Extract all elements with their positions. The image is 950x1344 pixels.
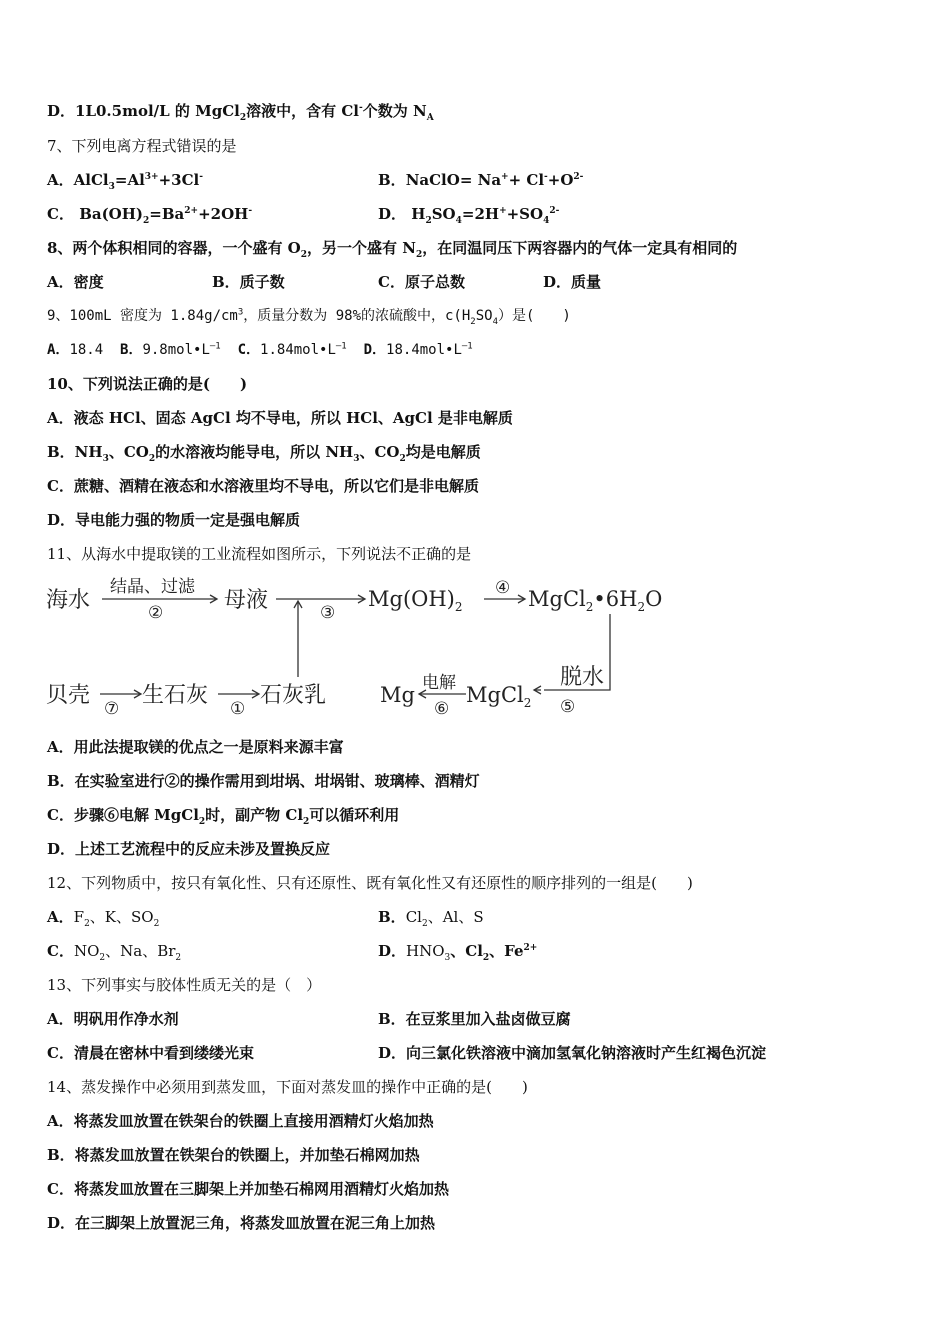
flow-electrolysis: 电解 [422,673,456,693]
flow-step6: ⑥ [434,699,450,719]
q7-option-c: C． $Ba(OH)_2=Ba^{2+}+2OH^-$ [47,205,253,226]
flow-step7: ⑦ [104,699,120,719]
flow-dehydrate: 脱水 [560,665,605,690]
q7-option-b: B．NaClO= $Na^++ Cl^-+O^{2-}$ [378,171,584,189]
q14-stem: 14、蒸发操作中必须用到蒸发皿，下面对蒸发皿的操作中正确的是( ) [47,1078,528,1096]
q7-stem: 7、下列电离方程式错误的是 [47,137,237,155]
flow-step4: ④ [495,578,511,598]
q8-option-b: B．质子数 [212,273,285,291]
q8-option-c: C．原子总数 [378,273,465,291]
q14-option-d: D．在三脚架上放置泥三角，将蒸发皿放置在泥三角上加热 [47,1214,436,1232]
magnesium-flow-diagram [44,572,684,722]
flow-step1: ① [230,699,246,719]
flow-step2: ② [148,603,164,623]
q11-option-b: B．在实验室进行②的操作需用到坩埚、坩埚钳、玻璃棒、酒精灯 [47,772,480,790]
q12-option-a: A．$F_2$、K、$SO_2$ [47,908,160,929]
q10-option-d: D．导电能力强的物质一定是强电解质 [47,511,301,529]
q10-stem: 10、下列说法正确的是( ) [47,375,248,393]
q13-stem: 13、下列事实与胶体性质无关的是（ ） [47,976,322,994]
q12-option-c: C．$NO_2$、Na、$Br_2$ [47,942,182,963]
flow-shell: 贝壳 [46,683,91,708]
q12-option-d: D．$HNO_3$、$Cl_2$、$Fe^{2+}$ [378,942,538,963]
flow-step2-label: 结晶、过滤 [110,577,195,597]
flow-step3: ③ [320,603,336,623]
q12-stem: 12、下列物质中，按只有氧化性、只有还原性、既有氧化性又有还原性的顺序排列的一组是( ) [47,874,693,892]
flow-mother-liquor: 母液 [224,588,269,613]
q10-option-a: A．液态 HCl、固态 AgCl 均不导电，所以 HCl、AgCl 是非电解质 [47,409,513,427]
q13-option-b: B．在豆浆里加入盐卤做豆腐 [378,1010,571,1028]
flow-limemilk: 石灰乳 [260,683,327,708]
flow-mgcl2: MgCl$_2$ [466,683,532,710]
q14-option-a: A．将蒸发皿放置在铁架台的铁圈上直接用酒精灯火焰加热 [47,1112,434,1130]
q9-stem: 9、100mL 密度为 $1.84g/cm^3$，质量分数为 98%的浓硫酸中，$c(H_2SO_4)$是( ) [47,307,571,327]
q13-option-d: D．向三氯化铁溶液中滴加氢氧化钠溶液时产生红褐色沉淀 [378,1044,767,1062]
q10-option-b: B．$NH_3$、$CO_2$的水溶液均能导电，所以 $NH_3$、$CO_2$均是电解质 [47,443,481,464]
q8-option-a: A．密度 [47,273,104,291]
flow-mgcl2-hydrate: $MgCl_2•6H_2O$ [528,587,663,614]
flow-quicklime: 生石灰 [142,683,209,708]
q10-option-c: C．蔗糖、酒精在液态和水溶液里均不导电，所以它们是非电解质 [47,477,479,495]
q11-option-d: D．上述工艺流程中的反应未涉及置换反应 [47,840,331,858]
flow-mg: Mg [380,683,415,707]
flow-mgoh2: $Mg(OH)_2$ [368,587,463,614]
q7-option-d: D． $H_2SO_4=2H^++SO_4^{2-}$ [378,205,560,226]
q11-option-a: A．用此法提取镁的优点之一是原料来源丰富 [47,738,344,756]
q14-option-b: B．将蒸发皿放置在铁架台的铁圈上，并加垫石棉网加热 [47,1146,420,1164]
q13-option-c: C．清晨在密林中看到缕缕光束 [47,1044,254,1062]
flow-seawater: 海水 [46,588,91,613]
q12-option-b: B．$Cl_2$、Al、S [378,908,484,929]
q8-stem: 8、两个体积相同的容器，一个盛有 $O_2$，另一个盛有 $N_2$，在同温同压下两容器内的气体一定具有相同的 [47,239,738,260]
q8-option-d: D．质量 [543,273,602,291]
q9-options: A．18.4 B．$9.8mol•L^{—1}$ C．$1.84mol•L^{—1}$ D．$18.4mol•L^{—1}$ [47,341,473,358]
q14-option-c: C．将蒸发皿放置在三脚架上并加垫石棉网用酒精灯火焰加热 [47,1180,449,1198]
q13-option-a: A．明矾用作净水剂 [47,1010,179,1028]
q11-stem: 11、从海水中提取镁的工业流程如图所示，下列说法不正确的是 [47,545,472,563]
q7-option-a: A．$AlCl_3=Al^{3+}+3Cl^-$ [47,171,204,192]
q6-option-d: D．1L0.5mol/L 的 MgCl$_2$溶液中，含有 Cl-个数为 $N_A$ [47,102,434,123]
flow-step5: ⑤ [560,697,576,717]
q11-option-c: C．步骤⑥电解 MgCl$_2$时，副产物 $Cl_2$可以循环利用 [47,806,400,827]
